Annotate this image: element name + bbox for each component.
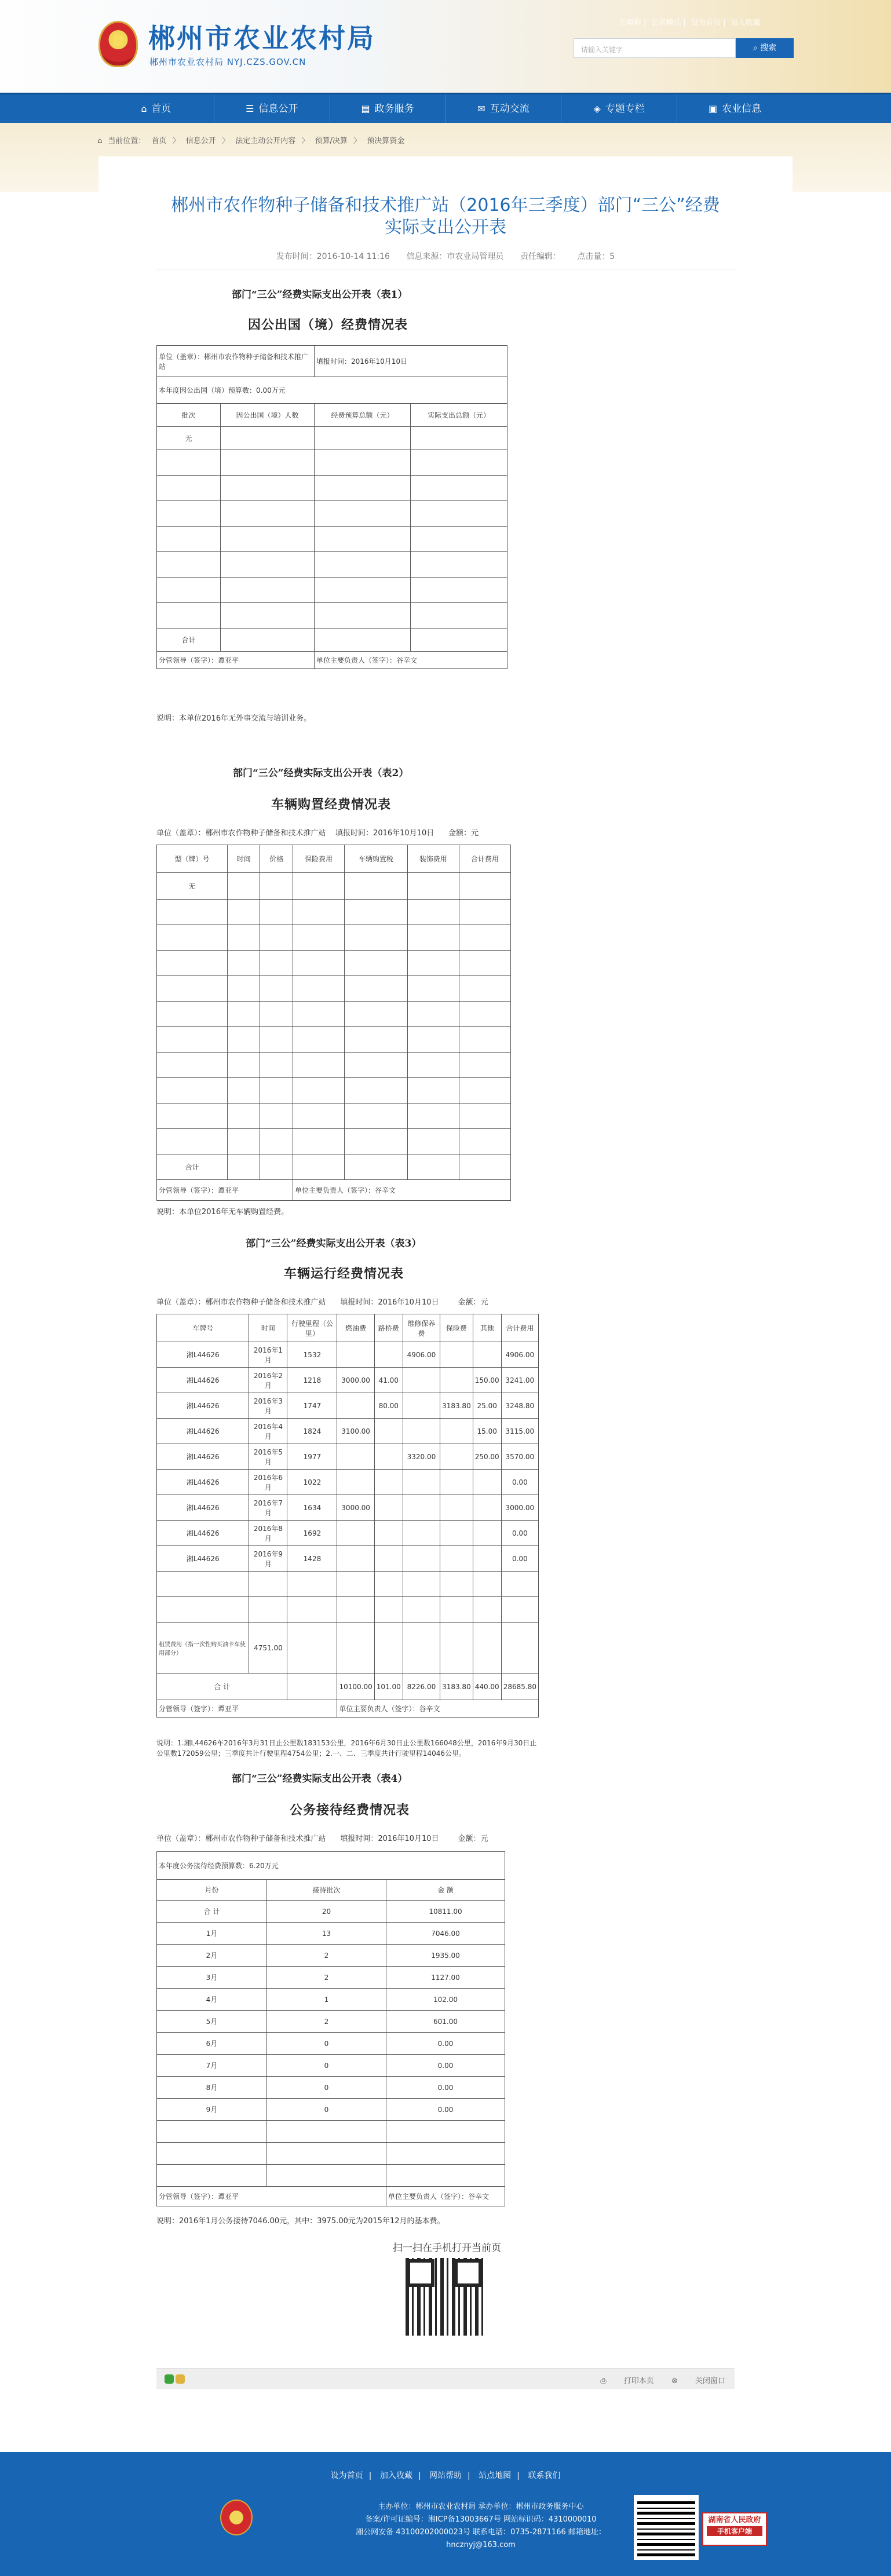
wechat-share-icon[interactable] bbox=[165, 2374, 174, 2384]
table-row: 6月 0 0.00 bbox=[157, 2033, 505, 2055]
breadcrumb-fund[interactable]: 预决算资金 bbox=[367, 137, 405, 145]
table-row: 7月 0 0.00 bbox=[157, 2055, 505, 2077]
table4-unit: 单位（盖章）：郴州市农作物种子储备和技术推广站 填报时间：2016年10月10日 金额：元 bbox=[156, 1835, 488, 1843]
table3-note: 说明：1.湘L44626车2016年3月31日止公里数183153公里，2016年6月30日止公里数166048公里，2016年9月30日止公里数172059公里；三季度共计行驶里程4754公里；2.一、二、三季度共计行驶里程14046公里。 bbox=[156, 1739, 537, 1757]
table-row: 湘L44626 2016年3月 1747 80.00 3183.80 25.00 3248.80 bbox=[157, 1393, 539, 1419]
home-icon: ⌂ bbox=[97, 137, 103, 145]
search-icon: ⌕ bbox=[753, 43, 761, 53]
add-favorite-link[interactable]: 加入收藏 bbox=[730, 19, 761, 27]
source: 信息来源：市农业局管理员 bbox=[406, 252, 504, 261]
views: 点击量：5 bbox=[577, 252, 615, 261]
footer-link[interactable]: 网站帮助 bbox=[429, 2471, 462, 2480]
site-subtitle: 郴州市农业农村局 NYJ.CZS.GOV.CN bbox=[149, 57, 306, 67]
table1-note: 说明：本单位2016年无外事交流与培训业务。 bbox=[156, 714, 312, 723]
site-header bbox=[0, 0, 891, 93]
table-row: 湘L44626 2016年9月 1428 0.00 bbox=[157, 1546, 539, 1572]
table-row: 5月 2 601.00 bbox=[157, 2011, 505, 2033]
list-icon: ☰ bbox=[246, 103, 254, 114]
table3-section: 部门“三公”经费实际支出公开表（表3） bbox=[246, 1238, 422, 1249]
article-meta bbox=[156, 250, 735, 262]
table-row: 8月 0 0.00 bbox=[157, 2077, 505, 2099]
breadcrumb: ⌂ 当前位置： 首页 〉 信息公开 〉 法定主动公开内容 〉 预算/决算 〉 预决算资金 bbox=[97, 137, 405, 145]
footer-qr-code bbox=[634, 2495, 699, 2560]
table4-section: 部门“三公”经费实际支出公开表（表4） bbox=[232, 1773, 408, 1785]
breadcrumb-budget[interactable]: 预算/决算 bbox=[315, 137, 348, 145]
article-toolbar bbox=[156, 2368, 735, 2389]
table2-title: 车辆购置经费情况表 bbox=[271, 797, 392, 812]
set-homepage-link[interactable]: 设为首页 bbox=[691, 19, 721, 27]
table-row: 湘L44626 2016年8月 1692 0.00 bbox=[157, 1521, 539, 1546]
table1: 单位（盖章）：郴州市农作物种子储备和技术推广站 填报时间：2016年10月10日 本年度因公出国（境）预算数：0.00万元 批次 因公出国（境）人数 经费预算总额（元） 实际支出总额（元） 无 合计 分管领导（签字）：谭亚平 单位主要负责人（签字）：谷辛文 bbox=[156, 345, 507, 669]
table1-title: 因公出国（境）经费情况表 bbox=[248, 317, 408, 332]
close-window-button[interactable]: ⊗ 关闭窗口 bbox=[671, 2377, 725, 2385]
document-icon: ▤ bbox=[361, 103, 370, 114]
search-button[interactable]: ⌕ 搜索 bbox=[736, 38, 794, 58]
layers-icon: ◈ bbox=[593, 103, 601, 114]
footer-info: 主办单位：郴州市农业农村局 承办单位：郴州市政务服务中心 备案/许可证编号：湘ICP备13003667号 网站标识码：4310000010 湘公网安备 43100202000023号 联系电话：0735-2871166 邮箱地址： hncznyj@163.com bbox=[356, 2502, 606, 2549]
search-input[interactable]: 请输入关键字 bbox=[574, 38, 736, 58]
table-row: 湘L44626 2016年7月 1634 3000.00 3000.00 bbox=[157, 1495, 539, 1521]
table3: 车牌号 时间 行驶里程（公里） 燃油费 路桥费 维修保养费 保险费 其他 合计费用 湘L44626 2016年1月 1532 4906.00 4906.00 湘L44626 2016年2月 1218 3000.00 41.00 150.00 3241.00 湘L44626 2016年3月 1747 80.00 3183.80 25.00 3248.80 湘L44626 2016年4月 1824 3100.00 15.00 3115.00 湘L44626 2016年5月 1977 3320.00 250.00 3570.00 湘L44626 2016年6月 1022 0.00 湘L44626 2016年7月 1634 3000.00 3000.00 湘L44626 2016年8月 1692 0.00 湘L44626 2016年9月 1428 0.00 租赁费用（指一次性购买油卡车使用部分） 4751.00 合 计 10100.00 101.00 8226.00 3183.80 440.00 28685.80 分管领导（签字）：谭亚平 单位主要负责人（签字）：谷辛文 bbox=[156, 1314, 539, 1718]
qr-label: 扫一扫在手机打开当前页 bbox=[393, 2242, 501, 2254]
table-row: 湘L44626 2016年5月 1977 3320.00 250.00 3570.00 bbox=[157, 1444, 539, 1470]
table1-section: 部门“三公”经费实际支出公开表（表1） bbox=[232, 289, 408, 301]
article-title: 郴州市农作物种子储备和技术推广站（2016年三季度）部门“三公”经费 实际支出公开表 bbox=[171, 195, 720, 237]
elder-mode-link[interactable]: 长者模式 bbox=[651, 19, 681, 27]
top-links: 无障碍 | 长者模式 | 设为首页 | 加入收藏 bbox=[619, 19, 761, 27]
site-title[interactable]: 郴州市农业农村局 bbox=[148, 23, 375, 54]
table-row: 9月 0 0.00 bbox=[157, 2099, 505, 2121]
home-icon: ⌂ bbox=[141, 103, 147, 114]
table4-title: 公务接待经费情况表 bbox=[290, 1803, 410, 1818]
publish-time: 发布时间：2016-10-14 11:16 bbox=[276, 252, 390, 261]
table3-title: 车辆运行经费情况表 bbox=[284, 1266, 404, 1281]
table-row: 2月 2 1935.00 bbox=[157, 1945, 505, 1967]
main-nav bbox=[0, 93, 891, 123]
table-row: 合 计 20 10811.00 bbox=[157, 1901, 505, 1923]
breadcrumb-info[interactable]: 信息公开 bbox=[185, 137, 216, 145]
accessibility-link[interactable]: 无障碍 bbox=[619, 19, 642, 27]
table-row: 湘L44626 2016年1月 1532 4906.00 4906.00 bbox=[157, 1342, 539, 1368]
mail-icon: ✉ bbox=[477, 103, 485, 114]
grid-icon: ▣ bbox=[708, 103, 718, 114]
footer-link[interactable]: 站点地图 bbox=[479, 2471, 512, 2480]
weibo-share-icon[interactable] bbox=[176, 2374, 185, 2384]
table2-unit: 单位（盖章）：郴州市农作物种子储备和技术推广站 填报时间：2016年10月10日 金额：元 bbox=[156, 829, 479, 838]
table2: 型（牌）号 时间 价格 保险费用 车辆购置税 装饰费用 合计费用 无 合计 分管领导（签字）：谭亚平 单位主要负责人（签字）：谷辛文 bbox=[156, 845, 511, 1201]
breadcrumb-legal[interactable]: 法定主动公开内容 bbox=[235, 137, 296, 145]
site-footer bbox=[0, 2452, 891, 2576]
editor: 责任编辑： bbox=[520, 252, 561, 261]
table2-section: 部门“三公”经费实际支出公开表（表2） bbox=[233, 768, 409, 779]
nav-topics[interactable]: ◈ 专题专栏 bbox=[561, 94, 677, 123]
table-row: 湘L44626 2016年6月 1022 0.00 bbox=[157, 1470, 539, 1495]
page-qr-code bbox=[406, 2258, 483, 2336]
table-row: 湘L44626 2016年4月 1824 3100.00 15.00 3115.00 bbox=[157, 1419, 539, 1444]
table4-note: 说明：2016年1月公务接待7046.00元，其中：3975.00元为2015年12月的基本费。 bbox=[156, 2217, 445, 2226]
party-gov-emblem-icon[interactable] bbox=[220, 2500, 253, 2535]
national-emblem-icon bbox=[98, 21, 138, 67]
footer-link[interactable]: 加入收藏 bbox=[379, 2471, 412, 2480]
breadcrumb-home[interactable]: 首页 bbox=[151, 137, 167, 145]
nav-interaction[interactable]: ✉ 互动交流 bbox=[446, 94, 561, 123]
print-button[interactable]: ⎙ 打印本页 bbox=[600, 2377, 654, 2385]
table-row: 4月 1 102.00 bbox=[157, 1989, 505, 2011]
nav-info-public[interactable]: ☰ 信息公开 bbox=[214, 94, 330, 123]
footer-links: 设为首页 | 加入收藏 | 网站帮助 | 站点地图 | 联系我们 bbox=[330, 2471, 561, 2480]
share-icons bbox=[165, 2374, 188, 2384]
nav-home[interactable]: ⌂ 首页 bbox=[98, 94, 214, 123]
table-row: 1月 13 7046.00 bbox=[157, 1923, 505, 1945]
hunan-gov-app-badge[interactable]: 湖南省人民政府 手机客户端 bbox=[702, 2512, 767, 2546]
nav-gov-service[interactable]: ▤ 政务服务 bbox=[330, 94, 446, 123]
nav-agri-info[interactable]: ▣ 农业信息 bbox=[677, 94, 793, 123]
table3-unit: 单位（盖章）：郴州市农作物种子储备和技术推广站 填报时间：2016年10月10日 金额：元 bbox=[156, 1298, 488, 1307]
table-row: 3月 2 1127.00 bbox=[157, 1967, 505, 1989]
table-row: 湘L44626 2016年2月 1218 3000.00 41.00 150.00 3241.00 bbox=[157, 1368, 539, 1393]
table2-note: 说明：本单位2016年无车辆购置经费。 bbox=[156, 1208, 289, 1216]
footer-link[interactable]: 设为首页 bbox=[330, 2471, 363, 2480]
footer-link[interactable]: 联系我们 bbox=[528, 2471, 561, 2480]
table4: 本年度公务接待经费预算数：6.20万元 月份 接待批次 金 额 合 计 20 10811.00 1月 13 7046.00 2月 2 1935.00 3月 2 1127.00 4月 1 102.00 5月 2 601.00 6月 0 0.00 7月 0 0.00 8月 0 0.00 9月 0 0.00 分管领导（签字）：谭亚平 单位主要负责人（签字）：谷辛文 bbox=[156, 1851, 505, 2206]
